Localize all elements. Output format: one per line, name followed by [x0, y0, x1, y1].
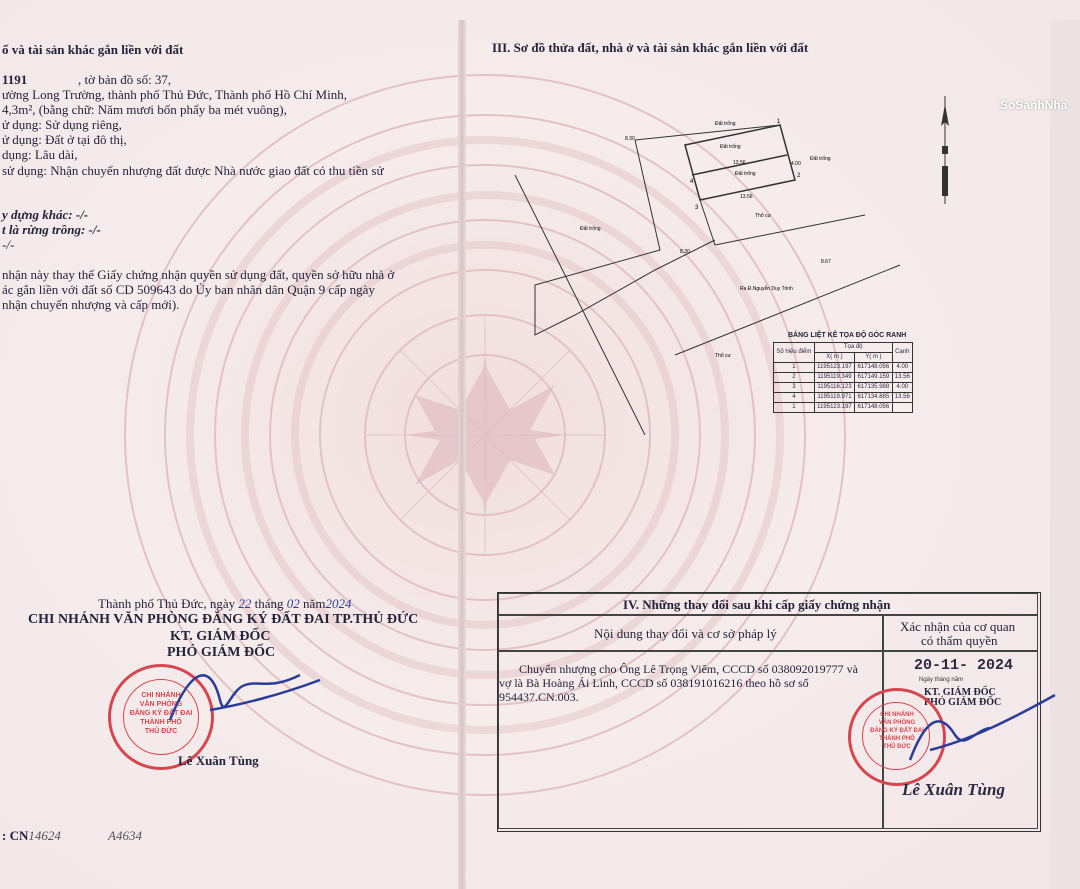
- changes-col1-header: [498, 615, 883, 651]
- replace-note-line-2: ác gắn liền với đất số CD 509643 do Ủy ban nhân dân Quận 9 cấp ngày: [2, 282, 375, 297]
- changes-content-cell: [498, 651, 883, 829]
- signing-place: Thành phố Thủ Đức, ngày 22 tháng 02 năm2024: [98, 596, 352, 611]
- changes-deputy-director: PHÓ GIÁM ĐỐC: [924, 697, 1002, 708]
- label-dat-trong-2: Đất trống: [720, 144, 741, 150]
- left-signature: [150, 650, 330, 750]
- coord-header-edge: Cạnh: [892, 343, 912, 363]
- label-point-1: 1: [777, 119, 781, 125]
- label-point-3: 3: [695, 205, 699, 211]
- label-point-2: 2: [797, 173, 801, 179]
- coord-header-point: Số hiệu điểm: [774, 343, 815, 363]
- parcel-number: 1191: [2, 72, 28, 87]
- right-official-seal: CHI NHÁNH VĂN PHÒNG ĐĂNG KÝ ĐẤT ĐAI THÀNH PHỐ THỦ ĐỨC: [848, 688, 946, 786]
- label-dat-trong-1: Đất trống: [715, 121, 736, 127]
- coord-header-x: X( m ): [814, 353, 854, 363]
- changes-col2-label-1: Xác nhận của cơ quan: [900, 619, 1016, 634]
- changes-content-line-3: 954437.CN.003.: [499, 690, 579, 704]
- label-tho-cu-1: Thổ cư: [755, 213, 771, 219]
- coord-table: [773, 342, 943, 432]
- use-term-line: dụng: Lâu dài,: [2, 147, 78, 162]
- north-arrow-icon: [935, 96, 955, 206]
- table-row: 3 1195116.123 617135.988 4.00: [774, 383, 913, 393]
- table-row: 4 1195119.971 617134.885 13.56: [774, 393, 913, 403]
- right-section-title: III. Sơ đồ thửa đất, nhà ở và tài sản khác gắn liền với đất: [492, 40, 809, 55]
- label-dim-1356a: 13.56: [733, 160, 746, 166]
- cert-number: : CN14624: [2, 828, 61, 843]
- coord-header-y: Y( m ): [855, 353, 892, 363]
- left-official-seal: CHI NHÁNH VĂN PHÒNG ĐĂNG KÝ ĐẤT ĐAI THÀNH PHỐ THỦ ĐỨC: [108, 664, 214, 770]
- changes-col2-label-2: có thẩm quyền: [921, 633, 998, 648]
- right-signer-name: Lê Xuân Tùng: [902, 780, 1005, 799]
- left-signer-name: Lê Xuân Tùng: [178, 753, 259, 768]
- watermark-logo: SoSanhNha: [1000, 98, 1068, 112]
- changes-title-cell: [498, 593, 1038, 615]
- replace-note-line-3: nhận chuyển nhượng và cấp mới).: [2, 297, 180, 312]
- forest-line: t là rừng trồng: -/-: [2, 222, 101, 237]
- use-purpose-line: ử dụng: Đất ở tại đô thị,: [2, 132, 127, 147]
- note-line: -/-: [2, 237, 15, 252]
- label-road: Ra Đ.Nguyễn Duy Trinh: [740, 286, 793, 292]
- use-form-line: ử dụng: Sử dụng riêng,: [2, 117, 122, 132]
- area-line: 4,3m², (bằng chữ: Năm mươi bốn phẩy ba mét vuông),: [2, 102, 287, 117]
- right-signature: [880, 680, 1060, 770]
- label-dim-867: 8.67: [821, 259, 831, 265]
- table-row: 2 1195119.349 617149.159 13.56: [774, 373, 913, 383]
- page-fold: [458, 20, 466, 889]
- use-origin-line: sử dụng: Nhận chuyển nhượng đất được Nhà nước giao đất có thu tiền sử: [2, 163, 384, 178]
- table-row: 1 1195123.197 617148.056 4.00: [774, 363, 913, 373]
- other-construction-line: y dựng khác: -/-: [2, 207, 89, 222]
- coord-table-title: BẢNG LIỆT KÊ TỌA ĐỘ GÓC RANH: [788, 332, 907, 339]
- label-dat-trong-4: Đất trống: [810, 156, 831, 162]
- deputy-director: PHÓ GIÁM ĐỐC: [167, 645, 276, 660]
- changes-date-labels: Ngày tháng năm: [919, 677, 964, 683]
- changes-content-line-2: vợ là Bà Hoàng Ái Linh, CCCD số 038191016216 theo hồ sơ số: [499, 676, 809, 690]
- office-name: CHI NHÁNH VĂN PHÒNG ĐĂNG KÝ ĐẤT ĐAI TP.THỦ ĐỨC: [28, 612, 419, 627]
- changes-title: IV. Những thay đổi sau khi cấp giấy chứng nhận: [623, 597, 891, 612]
- cert-number-handwritten: A4634: [108, 828, 142, 843]
- replace-note-line-1: nhận này thay thế Giấy chứng nhận quyền sử dụng đất, quyền sở hữu nhà ở: [2, 267, 395, 282]
- label-dat-trong-3: Đất trống: [735, 171, 756, 177]
- label-dim-830b: 8.30: [680, 249, 690, 255]
- left-section-title: ố và tài sản khác gắn liền với đất: [2, 42, 184, 57]
- label-dim-830a: 8.30: [625, 136, 635, 142]
- label-tho-cu-2: Thổ cư: [715, 353, 731, 359]
- changes-date: 20-11- 2024: [914, 657, 1014, 674]
- changes-col1-label: Nội dung thay đổi và cơ sở pháp lý: [594, 626, 777, 641]
- label-dim-1356b: 13.56: [740, 194, 753, 200]
- changes-col2-header: [883, 615, 1038, 651]
- kt-director: KT. GIÁM ĐỐC: [170, 629, 271, 644]
- changes-kt-director: KT. GIÁM ĐỐC: [924, 687, 996, 698]
- label-dat-trong-5: Đất trống: [580, 226, 601, 232]
- changes-content-line-1: Chuyển nhượng cho Ông Lê Trọng Viêm, CCCD số 038092019777 và: [519, 662, 858, 676]
- coord-header-coord: Tọa độ: [814, 343, 892, 353]
- label-point-4: 4: [690, 179, 694, 185]
- label-dim-400: 4.00: [791, 161, 801, 167]
- address-line: ường Long Trường, thành phố Thủ Đức, Thành phố Hồ Chí Minh,: [2, 87, 347, 102]
- map-sheet: , tờ bản đồ số: 37,: [78, 72, 172, 87]
- table-row: 1 1195123.197 617148.056: [774, 403, 913, 413]
